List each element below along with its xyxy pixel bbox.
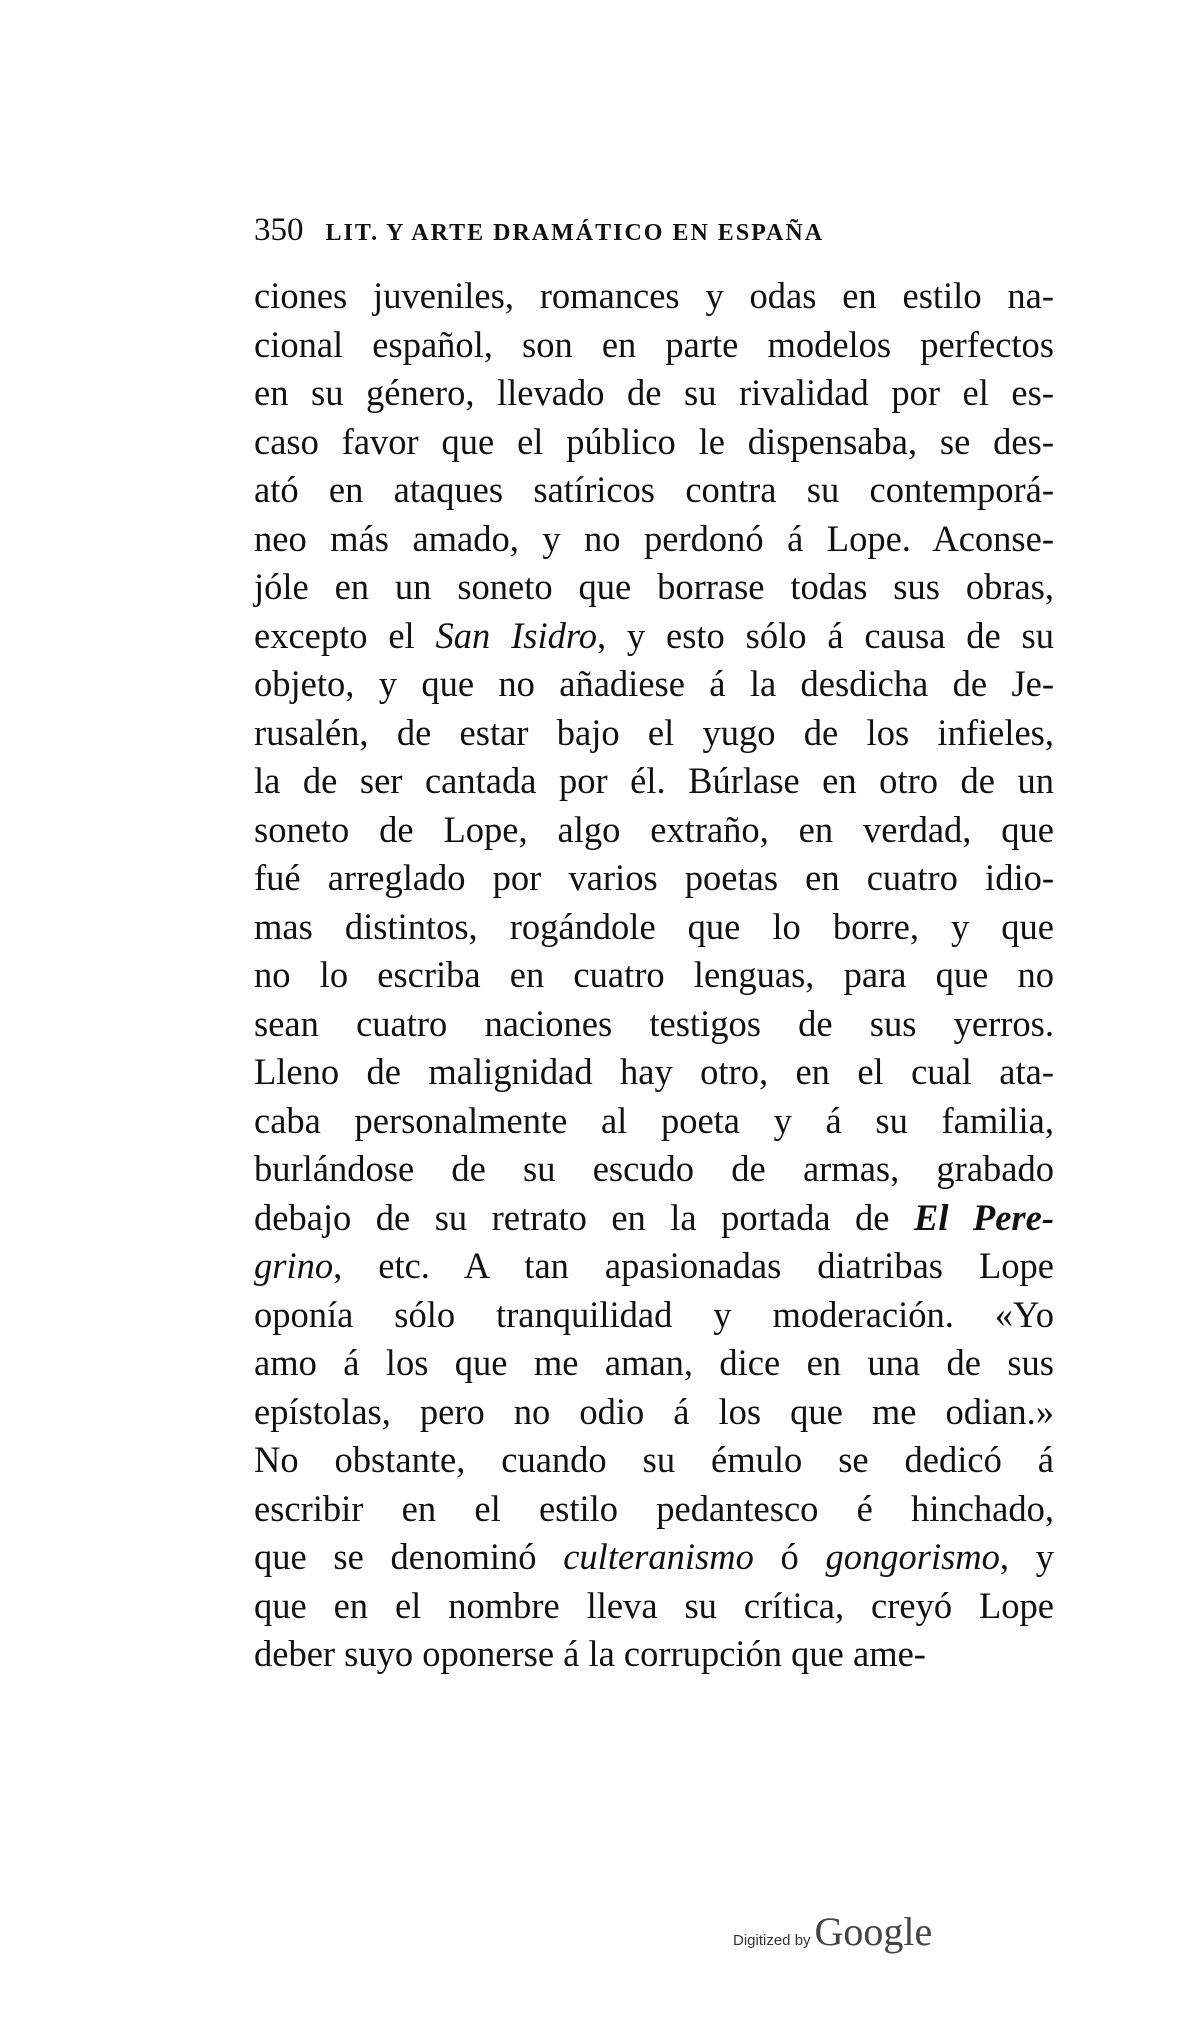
text-line (254, 612, 1054, 661)
watermark-brand: Google (814, 1909, 933, 1954)
text-line (254, 418, 1054, 467)
text-segment: en su género, llevado de su rivalidad por el es- (254, 372, 1054, 413)
text-line (254, 951, 1054, 1000)
text-line (254, 1194, 1054, 1243)
text-line (254, 1048, 1054, 1097)
text-line (254, 1436, 1054, 1485)
text-segment: que se denominó (254, 1536, 564, 1577)
text-segment: , y (999, 1536, 1055, 1577)
text-segment: ató en ataques satíricos contra su contemporá- (254, 469, 1054, 510)
text-segment: debajo de su retrato en la portada de (254, 1196, 914, 1238)
text-line (254, 1533, 1054, 1582)
text-line (254, 854, 1054, 903)
text-segment: oponía sólo tranquilidad y moderación. «Yo (254, 1293, 1054, 1335)
text-segment: jóle en un soneto que borrase todas sus obras, (254, 566, 1054, 607)
text-segment: No obstante, cuando su émulo se dedicó á (254, 1439, 1054, 1480)
text-line (254, 660, 1054, 709)
text-segment: deber suyo oponerse á la corrupción que ame- (254, 1633, 926, 1674)
text-segment: ó (753, 1536, 826, 1577)
digitized-watermark (733, 1908, 993, 1958)
text-segment: , etc. A tan apasionadas diatribas Lope (333, 1245, 1054, 1286)
text-line (254, 1485, 1054, 1534)
text-segment: no lo escriba en cuatro lenguas, para que no (254, 954, 1054, 995)
running-head (254, 212, 1054, 256)
text-segment: fué arreglado por varios poetas en cuatro idio- (254, 857, 1054, 898)
text-segment: caba personalmente al poeta y á su familia, (254, 1099, 1054, 1141)
text-segment: mas distintos, rogándole que lo borre, y que (254, 905, 1054, 947)
page-number: 350 (254, 212, 304, 248)
text-line (254, 369, 1054, 418)
text-line (254, 806, 1054, 855)
text-segment: cional español, son en parte modelos perfectos (254, 323, 1054, 365)
text-line (254, 903, 1054, 952)
text-line (254, 1630, 1054, 1679)
italic-text: gongorismo (825, 1536, 1000, 1577)
body-text (254, 272, 1054, 1679)
text-segment: que en el nombre lleva su crítica, creyó Lope (254, 1584, 1054, 1626)
text-segment: escribir en el estilo pedantesco é hinchado, (254, 1487, 1054, 1529)
text-segment: neo más amado, y no perdonó á Lope. Aconse- (254, 517, 1054, 559)
text-line (254, 1097, 1054, 1146)
text-segment: la de ser cantada por él. Búrlase en otro de un (254, 760, 1054, 801)
text-line (254, 321, 1054, 370)
text-line (254, 1242, 1054, 1291)
text-line (254, 1291, 1054, 1340)
text-line (254, 1000, 1054, 1049)
text-segment: , y esto sólo á causa de su (596, 614, 1054, 656)
text-line (254, 272, 1054, 321)
text-line (254, 709, 1054, 758)
bold-italic-text: El Pere- (913, 1196, 1054, 1238)
text-line (254, 1339, 1054, 1388)
italic-text: San Isidro (435, 614, 597, 656)
text-segment: sean cuatro naciones testigos de sus yerros. (254, 1002, 1054, 1044)
text-segment: amo á los que me aman, dice en una de sus (254, 1342, 1054, 1383)
text-segment: epístolas, pero no odio á los que me odian.» (254, 1390, 1054, 1432)
text-line (254, 757, 1054, 806)
text-line (254, 515, 1054, 564)
running-title: LIT. Y ARTE DRAMÁTICO EN ESPAÑA (325, 220, 825, 246)
text-segment: rusalén, de estar bajo el yugo de los infieles, (254, 711, 1054, 753)
text-line (254, 1388, 1054, 1437)
italic-text: culteranismo (563, 1536, 754, 1577)
text-segment: burlándose de su escudo de armas, grabado (254, 1148, 1054, 1189)
text-line (254, 466, 1054, 515)
text-segment: caso favor que el público le dispensaba, se des- (254, 420, 1054, 462)
text-segment: objeto, y que no añadiese á la desdicha de Je- (254, 663, 1054, 704)
italic-text: grino (254, 1245, 334, 1286)
text-line (254, 563, 1054, 612)
text-segment: soneto de Lope, algo extraño, en verdad, que (254, 808, 1054, 850)
text-segment: Lleno de malignidad hay otro, en el cual ata- (254, 1051, 1054, 1092)
text-line (254, 1145, 1054, 1194)
text-segment: ciones juveniles, romances y odas en estilo na- (254, 275, 1054, 316)
text-segment: excepto el (254, 614, 436, 656)
watermark-prefix: Digitized by (733, 1932, 811, 1949)
text-line (254, 1582, 1054, 1631)
